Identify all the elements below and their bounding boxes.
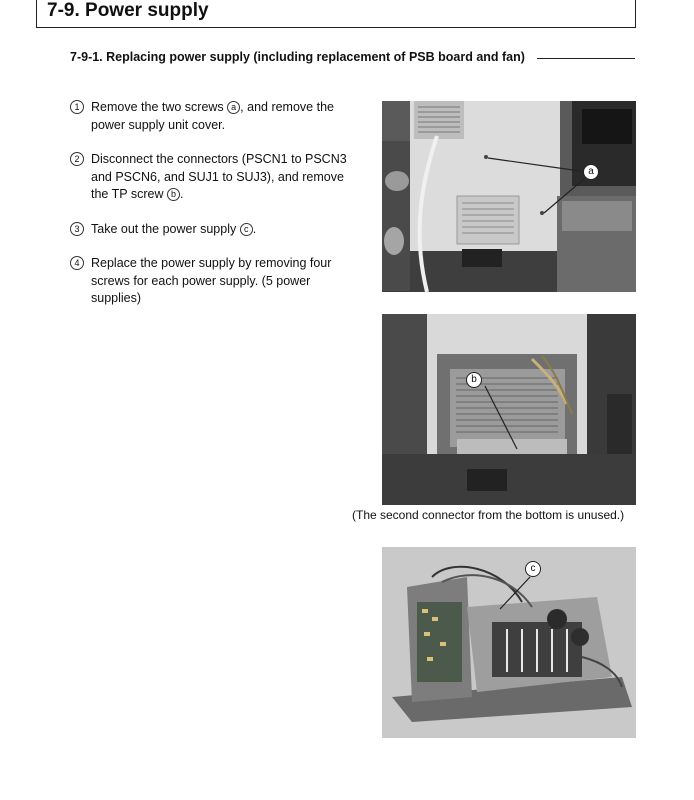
callout-mark: b	[167, 188, 180, 201]
callout-c: c	[525, 561, 541, 577]
step-number: 3	[70, 222, 84, 236]
step-2	[70, 151, 360, 204]
step-4	[70, 255, 360, 308]
step-text: Replace the power supply by removing four screws for each power supply. (5 power supplies)	[91, 256, 332, 305]
step-text: .	[252, 221, 257, 236]
step-number: 1	[70, 100, 84, 114]
step-number: 4	[70, 256, 84, 270]
step-1	[70, 99, 360, 134]
photo-cabinet-cover	[382, 101, 636, 292]
photo-power-supply-assembly	[382, 547, 636, 738]
callout-mark: c	[240, 223, 253, 236]
photo-cabinet-cover-illustration	[382, 101, 636, 292]
callout-mark: a	[227, 101, 240, 114]
step-text: Remove the two screws	[91, 100, 228, 114]
step-text: .	[179, 187, 184, 201]
step-text: , and remove the power supply unit cover.	[91, 100, 334, 132]
step-text: Take out the power supply	[91, 221, 240, 236]
section-title: 7-9. Power supply	[47, 0, 209, 21]
callout-b: b	[466, 372, 482, 388]
photo-caption: (The second connector from the bottom is unused.)	[352, 508, 625, 522]
step-list	[70, 99, 360, 325]
photo-power-supply-open	[382, 314, 636, 505]
photo-power-supply-assembly-illustration	[382, 547, 636, 738]
step-number: 2	[70, 152, 84, 166]
step-3	[70, 221, 360, 239]
step-text: Disconnect the connectors (PSCN1 to PSCN3 and PSCN6, and SUJ1 to SUJ3), and remove the TP screw	[91, 152, 347, 201]
callout-a: a	[583, 164, 599, 180]
photo-power-supply-open-illustration	[382, 314, 636, 505]
section-title-box	[36, 0, 636, 28]
subsection-rule	[537, 58, 635, 59]
subsection-title: 7-9-1. Replacing power supply (including replacement of PSB board and fan)	[70, 50, 525, 64]
